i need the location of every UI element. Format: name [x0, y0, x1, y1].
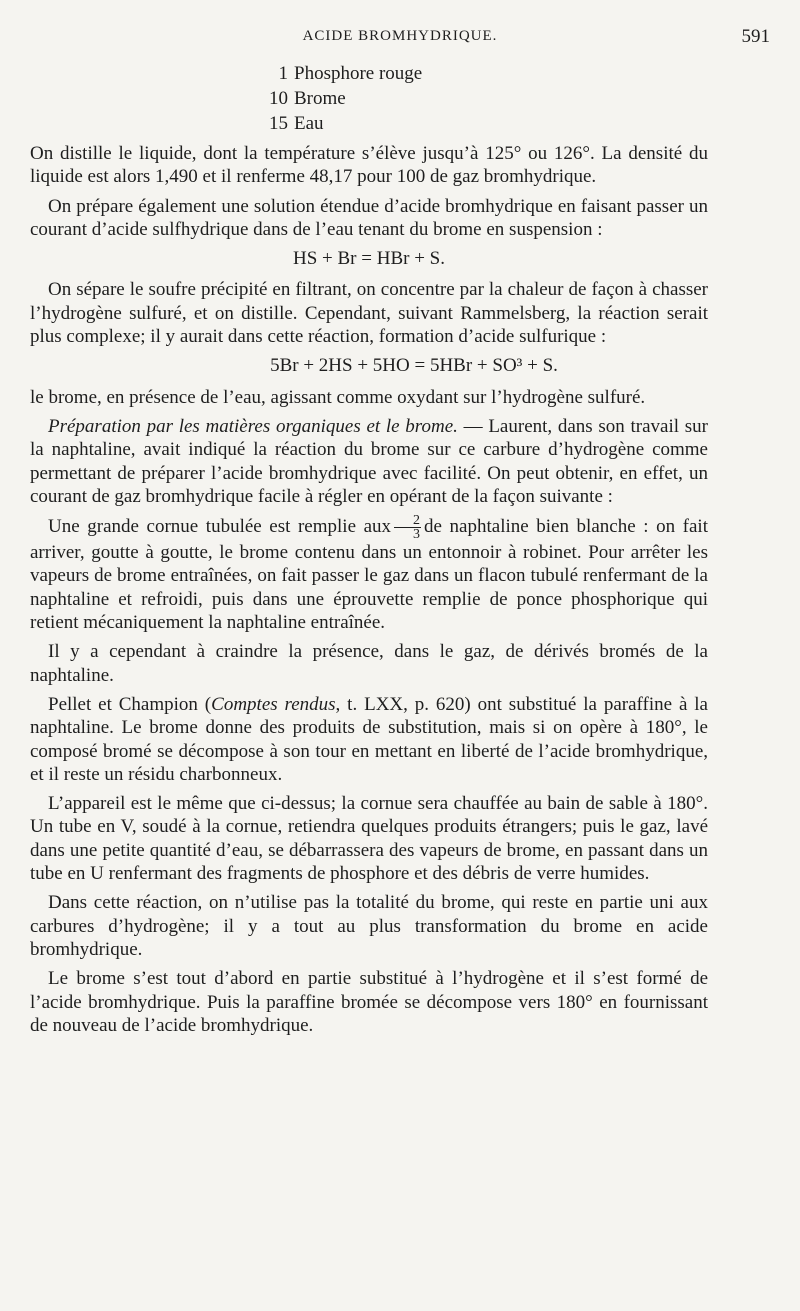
ingredient-list: [258, 61, 422, 136]
page-title: ACIDE BROMHYDRIQUE.: [302, 28, 498, 44]
list-item: [258, 61, 422, 86]
ingredient-name: Brome: [294, 88, 346, 109]
paragraph-rammelsberg: On sépare le soufre précipité en filtrant, on concentre par la chaleur de façon à chasser l’hydrogène sulfuré, et on distille. Cependant, suivant Rammelsberg, la réaction serait plus complexe; il y aurait dans cette réaction, formation d’acide sulfurique :: [30, 279, 708, 348]
ingredient-quantity: 1: [278, 63, 288, 84]
journal-title: Comptes rendus: [211, 693, 336, 715]
paragraph-text: , t. LXX, p. 620) ont substitué la paraffine à la naphtaline. Le brome donne des produits de substitution, mais si on opère à 180°, le composé bromé se décompose à son tour en mettant en liberté de l’acide bromhydrique, et il reste un résidu charbonneux.: [30, 693, 708, 785]
equation-hs-br: HS + Br = HBr + S.: [293, 248, 445, 270]
paragraph-organic-preparation: [30, 415, 708, 508]
paragraph-pellet-champion: [30, 693, 708, 786]
equation-rammelsberg: 5Br + 2HS + 5HO = 5HBr + SO³ + S.: [270, 355, 558, 377]
list-item: [258, 86, 422, 111]
paragraph-substitution: Le brome s’est tout d’abord en partie substitué à l’hydrogène et il s’est formé de l’acide bromhydrique. Puis la paraffine bromée se décompose vers 180° en fournissant de nouveau de l’acide bromhydrique.: [30, 968, 708, 1036]
paragraph-sulfhydric-method: On prépare également une solution étendue d’acide bromhydrique en faisant passer un courant d’acide sulfhydrique dans de l’eau tenant du brome en suspension :: [30, 195, 708, 240]
fraction-denominator: 3: [413, 527, 421, 543]
body-text: [30, 142, 708, 1043]
ingredient-name: Phosphore rouge: [294, 63, 423, 84]
ingredient-quantity: 15: [269, 113, 288, 134]
paragraph-bromine-usage: Dans cette réaction, on n’utilise pas la totalité du brome, qui reste en partie uni aux carbures d’hydrogène; il y a tout au plus transformation du brome en acide bromhydrique.: [30, 892, 708, 960]
fraction: [394, 514, 421, 541]
paragraph-text: — Laurent, dans son travail sur la naphtaline, avait indiqué la réaction du brome sur ce carbure d’hydrogène comme permettant de préparer l’acide bromhydrique avec facilité. On peut obtenir, en effet, un courant de gaz bromhydrique facile à régler en opérant de la façon suivante :: [30, 415, 708, 507]
page-number: 591: [741, 26, 770, 47]
section-heading: Préparation par les matières organiques et le brome.: [48, 415, 458, 437]
paragraph-distillation: On distille le liquide, dont la température s’élève jusqu’à 125° ou 126°. La densité du liquide est alors 1,490 et il renferme 48,17 pour 100 de gaz bromhydrique.: [30, 143, 708, 188]
paragraph-text: Pellet et Champion (: [48, 693, 212, 715]
paragraph-retort: [30, 514, 708, 634]
paragraph-text: Une grande cornue tubulée est remplie aux: [48, 516, 392, 538]
list-item: [258, 111, 422, 136]
paragraph-apparatus: L’appareil est le même que ci-dessus; la cornue sera chauffée au bain de sable à 180°. Un tube en V, soudé à la cornue, retiendra quelques produits étrangers; puis le gaz, lavé dans une petite quantité d’eau, se débarrassera des vapeurs de brome, en passant dans un tube en U renfermant des fragments de phosphore et des débris de verre humides.: [30, 793, 708, 885]
ingredient-quantity: 10: [269, 88, 288, 109]
paragraph-brominated-derivatives: Il y a cependant à craindre la présence, dans le gaz, de dérivés bromés de la naphtaline.: [30, 641, 708, 686]
fraction-numerator: 2: [394, 514, 421, 528]
paragraph-oxidant: le brome, en présence de l’eau, agissant comme oxydant sur l’hydrogène sulfuré.: [30, 386, 646, 408]
paragraph-text: de naphtaline bien blanche : on fait arriver, goutte à goutte, le brome contenu dans un entonnoir à robinet. Pour arrêter les vapeurs de brome entraînées, on fait passer le gaz dans un flacon tubulé renfermant de la naphtaline et refroidi, puis dans une éprouvette remplie de ponce phosphorique qui retient mécaniquement la naphtaline entraînée.: [30, 516, 708, 634]
ingredient-name: Eau: [294, 113, 324, 134]
running-header: [30, 26, 770, 48]
